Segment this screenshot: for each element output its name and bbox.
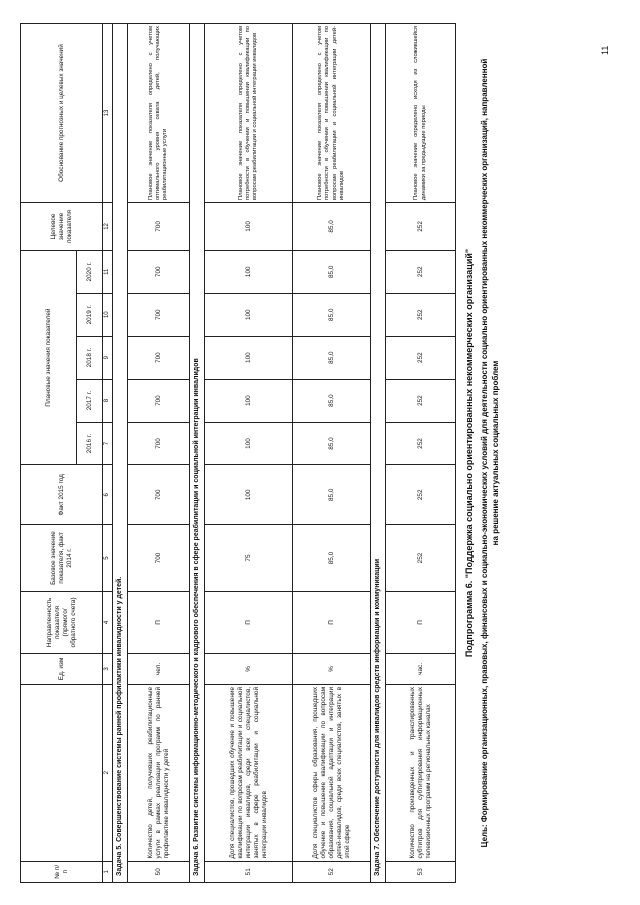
header-2020: 2020 г. — [77, 250, 103, 293]
row-base: 85,0 — [293, 525, 371, 592]
header-2016: 2016 г. — [77, 422, 103, 465]
row-no: 53 — [386, 861, 456, 882]
row-2017: 100 — [205, 379, 293, 422]
col-num: 3 — [103, 653, 113, 684]
row-2020: 85,0 — [293, 250, 371, 293]
row-justification: Плановое значение определено исходя из сложившейся динамики за предыдущие периоды — [386, 24, 456, 203]
row-justification: Плановое значение показателя определено с учетом потребности в обучении и повышении квалификации по вопросам реабилитации и социальной интеграции инвалидов — [205, 24, 293, 203]
header-direction: Направленность показателя (прямого/обратного счета) — [21, 591, 103, 653]
row-direction: П — [293, 591, 371, 653]
row-2018: 252 — [386, 336, 456, 379]
subprogram-block — [464, 23, 502, 883]
col-num: 12 — [103, 203, 113, 251]
task-title: Задача 7. Обеспечение доступности для инвалидов средств информации и коммуникации — [371, 24, 386, 883]
header-2019: 2019 г. — [77, 293, 103, 336]
header-target: Целевое значение показателя — [21, 203, 103, 251]
row-fact2015: 700 — [128, 465, 190, 525]
col-num: 1 — [103, 861, 113, 882]
row-2020: 252 — [386, 250, 456, 293]
row-2018: 100 — [205, 336, 293, 379]
row-target: 700 — [128, 203, 190, 251]
table-row — [128, 24, 190, 883]
header-base: Базовое значение показателя, факт 2014 г. — [21, 525, 103, 592]
row-unit: чел. — [128, 653, 190, 684]
indicators-table — [20, 23, 456, 883]
task-title: Задача 5. Совершенствование системы ранней профилактики инвалидности у детей. — [113, 24, 128, 883]
row-direction: П — [386, 591, 456, 653]
row-name: Доля специалистов сферы образования, прошедших обучение и повышение квалификации по вопросам образования, социальной адаптации и интеграции детей-инвалидов, среди всех специалистов, занятых в этой сфере — [293, 684, 371, 861]
row-base: 700 — [128, 525, 190, 592]
col-num: 11 — [103, 250, 113, 293]
subprogram-goal: Цель: Формирование организационных, правовых, финансовых и социально-экономических условий для деятельности социально ориентированных некоммерческих организаций, направленной на решение актуальных социальных проблем — [480, 58, 500, 848]
row-direction: П — [205, 591, 293, 653]
row-2020: 100 — [205, 250, 293, 293]
col-num: 4 — [103, 591, 113, 653]
row-no: 50 — [128, 861, 190, 882]
col-num: 8 — [103, 379, 113, 422]
header-2017: 2017 г. — [77, 379, 103, 422]
row-2016: 85,0 — [293, 422, 371, 465]
col-num: 13 — [103, 24, 113, 203]
header-2018: 2018 г. — [77, 336, 103, 379]
row-justification: Плановое значение показателя определено с учетом оптимального уровня охвата детей, получающих реабилитационные услуги — [128, 24, 190, 203]
row-2016: 252 — [386, 422, 456, 465]
header-unit: Ед. изм — [21, 653, 103, 684]
row-fact2015: 85,0 — [293, 465, 371, 525]
row-2020: 700 — [128, 250, 190, 293]
page-number: 11 — [600, 45, 610, 55]
row-2017: 700 — [128, 379, 190, 422]
row-no: 52 — [293, 861, 371, 882]
row-2018: 85,0 — [293, 336, 371, 379]
header-planned: Плановые значения показателей — [21, 250, 77, 465]
row-2019: 100 — [205, 293, 293, 336]
col-num: 5 — [103, 525, 113, 592]
rotated-document-sheet — [20, 23, 580, 883]
row-base: 75 — [205, 525, 293, 592]
row-name: Доля специалистов, прошедших обучение и повышение квалификации по вопросам реабилитации и социальной интеграции инвалидов, среди всех специалистов, занятых в сфере реабилитации и социальной интеграции инвалидов — [205, 684, 293, 861]
row-fact2015: 252 — [386, 465, 456, 525]
row-base: 252 — [386, 525, 456, 592]
row-2016: 700 — [128, 422, 190, 465]
header-no: № п/п — [21, 861, 103, 882]
col-num: 7 — [103, 422, 113, 465]
col-num: 6 — [103, 465, 113, 525]
col-num: 10 — [103, 293, 113, 336]
subprogram-title: Подпрограмма 6. "Поддержка социально ориентированных некоммерческих организаций" — [464, 248, 474, 658]
row-justification: Плановое значение показателя определено с учетом потребности в обучении и повышении квалификации по вопросам реабилитации и социальной интеграции детей-инвалидов — [293, 24, 371, 203]
header-fact2015: Факт 2015 год — [21, 465, 103, 525]
row-name: Количество детей, получивших реабилитационные услуги в рамках реализации программ по ранней профилактике инвалидности у детей — [128, 684, 190, 861]
header-justification: Обоснование прогнозных и целевых значений — [21, 24, 103, 203]
row-no: 51 — [205, 861, 293, 882]
row-target: 252 — [386, 203, 456, 251]
row-2017: 85,0 — [293, 379, 371, 422]
col-num: 9 — [103, 336, 113, 379]
table-row — [205, 24, 293, 883]
row-fact2015: 100 — [205, 465, 293, 525]
task-row — [371, 24, 386, 883]
row-direction: П — [128, 591, 190, 653]
table-row — [386, 24, 456, 883]
row-2019: 700 — [128, 293, 190, 336]
row-target: 85,0 — [293, 203, 371, 251]
task-row — [113, 24, 128, 883]
row-unit: час. — [386, 653, 456, 684]
row-2019: 85,0 — [293, 293, 371, 336]
row-unit: % — [293, 653, 371, 684]
row-unit: % — [205, 653, 293, 684]
row-2016: 100 — [205, 422, 293, 465]
task-row — [190, 24, 205, 883]
header-name — [21, 684, 103, 861]
row-2017: 252 — [386, 379, 456, 422]
row-name: Количество произведенных и транслированных субтитров для субтитрирования информационных телевизионных программ на региональных каналах — [386, 684, 456, 861]
row-target: 100 — [205, 203, 293, 251]
row-2019: 252 — [386, 293, 456, 336]
row-2018: 700 — [128, 336, 190, 379]
table-header-row — [21, 24, 77, 883]
task-title: Задача 6. Развитие системы информационно-методического и кадрового обеспечения в сфере реабилитации и социальной интеграции инвалидов — [190, 24, 205, 883]
table-row — [293, 24, 371, 883]
col-num: 2 — [103, 684, 113, 861]
column-number-row — [103, 24, 113, 883]
